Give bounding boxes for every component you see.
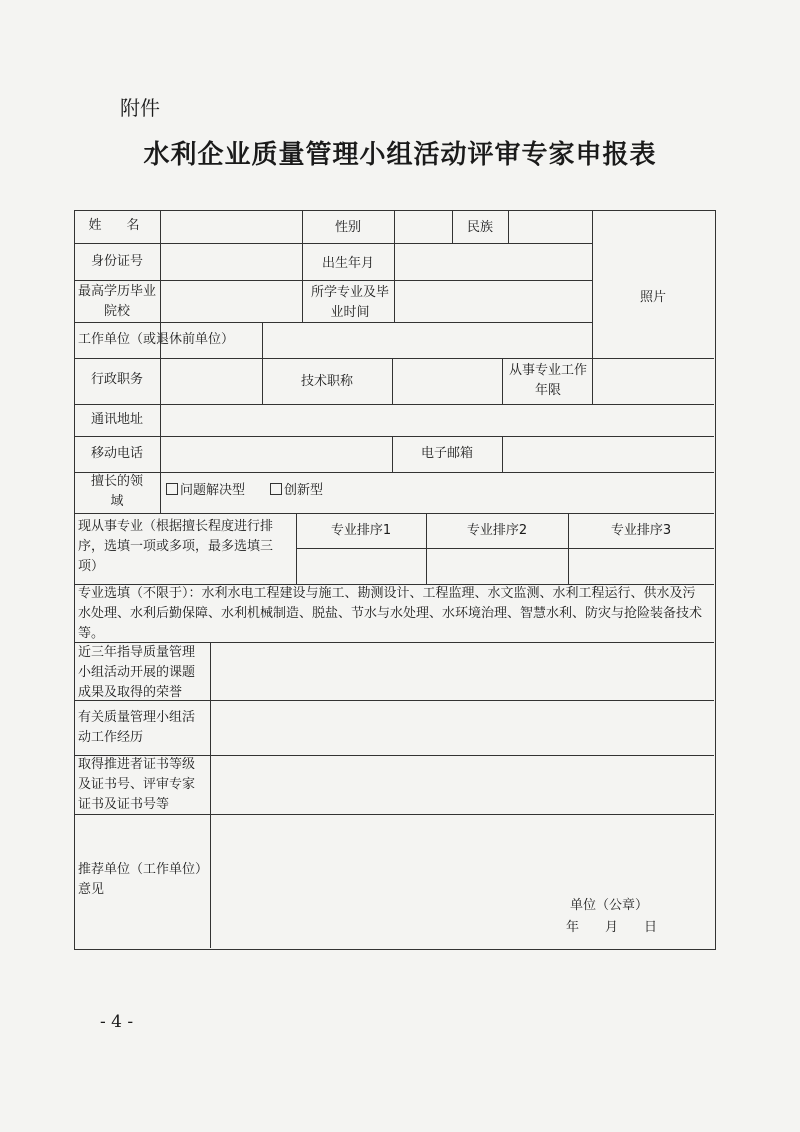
col-line xyxy=(592,358,593,404)
row-line xyxy=(74,404,714,405)
label-rank-2: 专业排序2 xyxy=(466,523,528,538)
col-line xyxy=(160,472,161,513)
label-name: 姓 名 xyxy=(88,218,146,233)
label-admin-post: 行政职务 xyxy=(90,372,143,387)
checkbox-problem-solving[interactable] xyxy=(166,483,178,495)
label-birth: 出生年月 xyxy=(321,256,374,271)
label-rank-1: 专业排序1 xyxy=(330,523,392,538)
row-line xyxy=(74,243,592,244)
label-ethnicity: 民族 xyxy=(466,220,493,235)
option-problem-solving-label: 问题解决型 xyxy=(180,483,246,498)
row-line xyxy=(74,358,714,359)
label-id-number: 身份证号 xyxy=(90,254,143,269)
label-school: 最高学历毕业院校 xyxy=(78,284,157,319)
label-email: 电子邮箱 xyxy=(420,446,473,461)
col-line xyxy=(394,280,395,322)
label-rank-3: 专业排序3 xyxy=(610,523,672,538)
col-line xyxy=(592,210,593,358)
seal-label: 单位（公章） xyxy=(570,898,649,913)
col-line xyxy=(262,322,263,358)
label-recommend: 推荐单位（工作单位）意见 xyxy=(78,862,202,897)
date-label: 年 月 日 xyxy=(566,920,658,935)
option-innovation[interactable] xyxy=(270,481,323,501)
label-expertise: 擅长的领 域 xyxy=(90,474,157,509)
application-form xyxy=(74,210,716,950)
col-line xyxy=(392,358,393,404)
row-line xyxy=(296,548,714,549)
col-line xyxy=(210,642,211,948)
page-number: - 4 - xyxy=(100,1012,134,1032)
label-gender: 性别 xyxy=(334,220,361,235)
label-experience: 有关质量管理小组活动工作经历 xyxy=(78,710,196,745)
label-current-major: 现从事专业（根据擅长程度进行排序，选填一项或多项，最多选填三项） xyxy=(78,519,274,574)
label-tech-title: 技术职称 xyxy=(300,374,353,389)
label-address: 通讯地址 xyxy=(90,412,143,427)
major-options-note: 专业选填（不限于）：水利水电工程建设与施工、勘测设计、工程监理、水文监测、水利工程运行、供水及污水处理、水利后勤保障、水利机械制造、脱盐、节水与水处理、水环境治理、智慧水利、防灾与抢险装备技术等。 xyxy=(78,586,703,641)
row-line xyxy=(74,472,714,473)
col-line xyxy=(394,243,395,280)
col-line xyxy=(502,436,503,472)
label-years: 从事专业工作年限 xyxy=(508,363,587,398)
option-problem-solving[interactable] xyxy=(166,481,245,501)
row-line xyxy=(74,513,714,514)
option-innovation-label: 创新型 xyxy=(284,483,324,498)
col-line xyxy=(394,210,395,243)
label-guidance: 近三年指导质量管理小组活动开展的课题成果及取得的荣誉 xyxy=(78,645,196,700)
label-employer: 工作单位（或退休前单位） xyxy=(78,332,235,347)
label-photo: 照片 xyxy=(639,290,666,305)
label-mobile: 移动电话 xyxy=(90,446,143,461)
checkbox-innovation[interactable] xyxy=(270,483,282,495)
col-line xyxy=(160,358,161,472)
form-frame xyxy=(74,210,716,950)
col-line xyxy=(508,210,509,243)
attachment-label: 附件 xyxy=(120,96,160,120)
col-line xyxy=(502,358,503,404)
row-line xyxy=(74,436,714,437)
label-certificate: 取得推进者证书等级及证书号、评审专家证书及证书号等 xyxy=(78,757,196,812)
row-line xyxy=(74,280,592,281)
form-title: 水利企业质量管理小组活动评审专家申报表 xyxy=(143,140,657,170)
label-major: 所学专业及毕业时间 xyxy=(310,285,389,320)
